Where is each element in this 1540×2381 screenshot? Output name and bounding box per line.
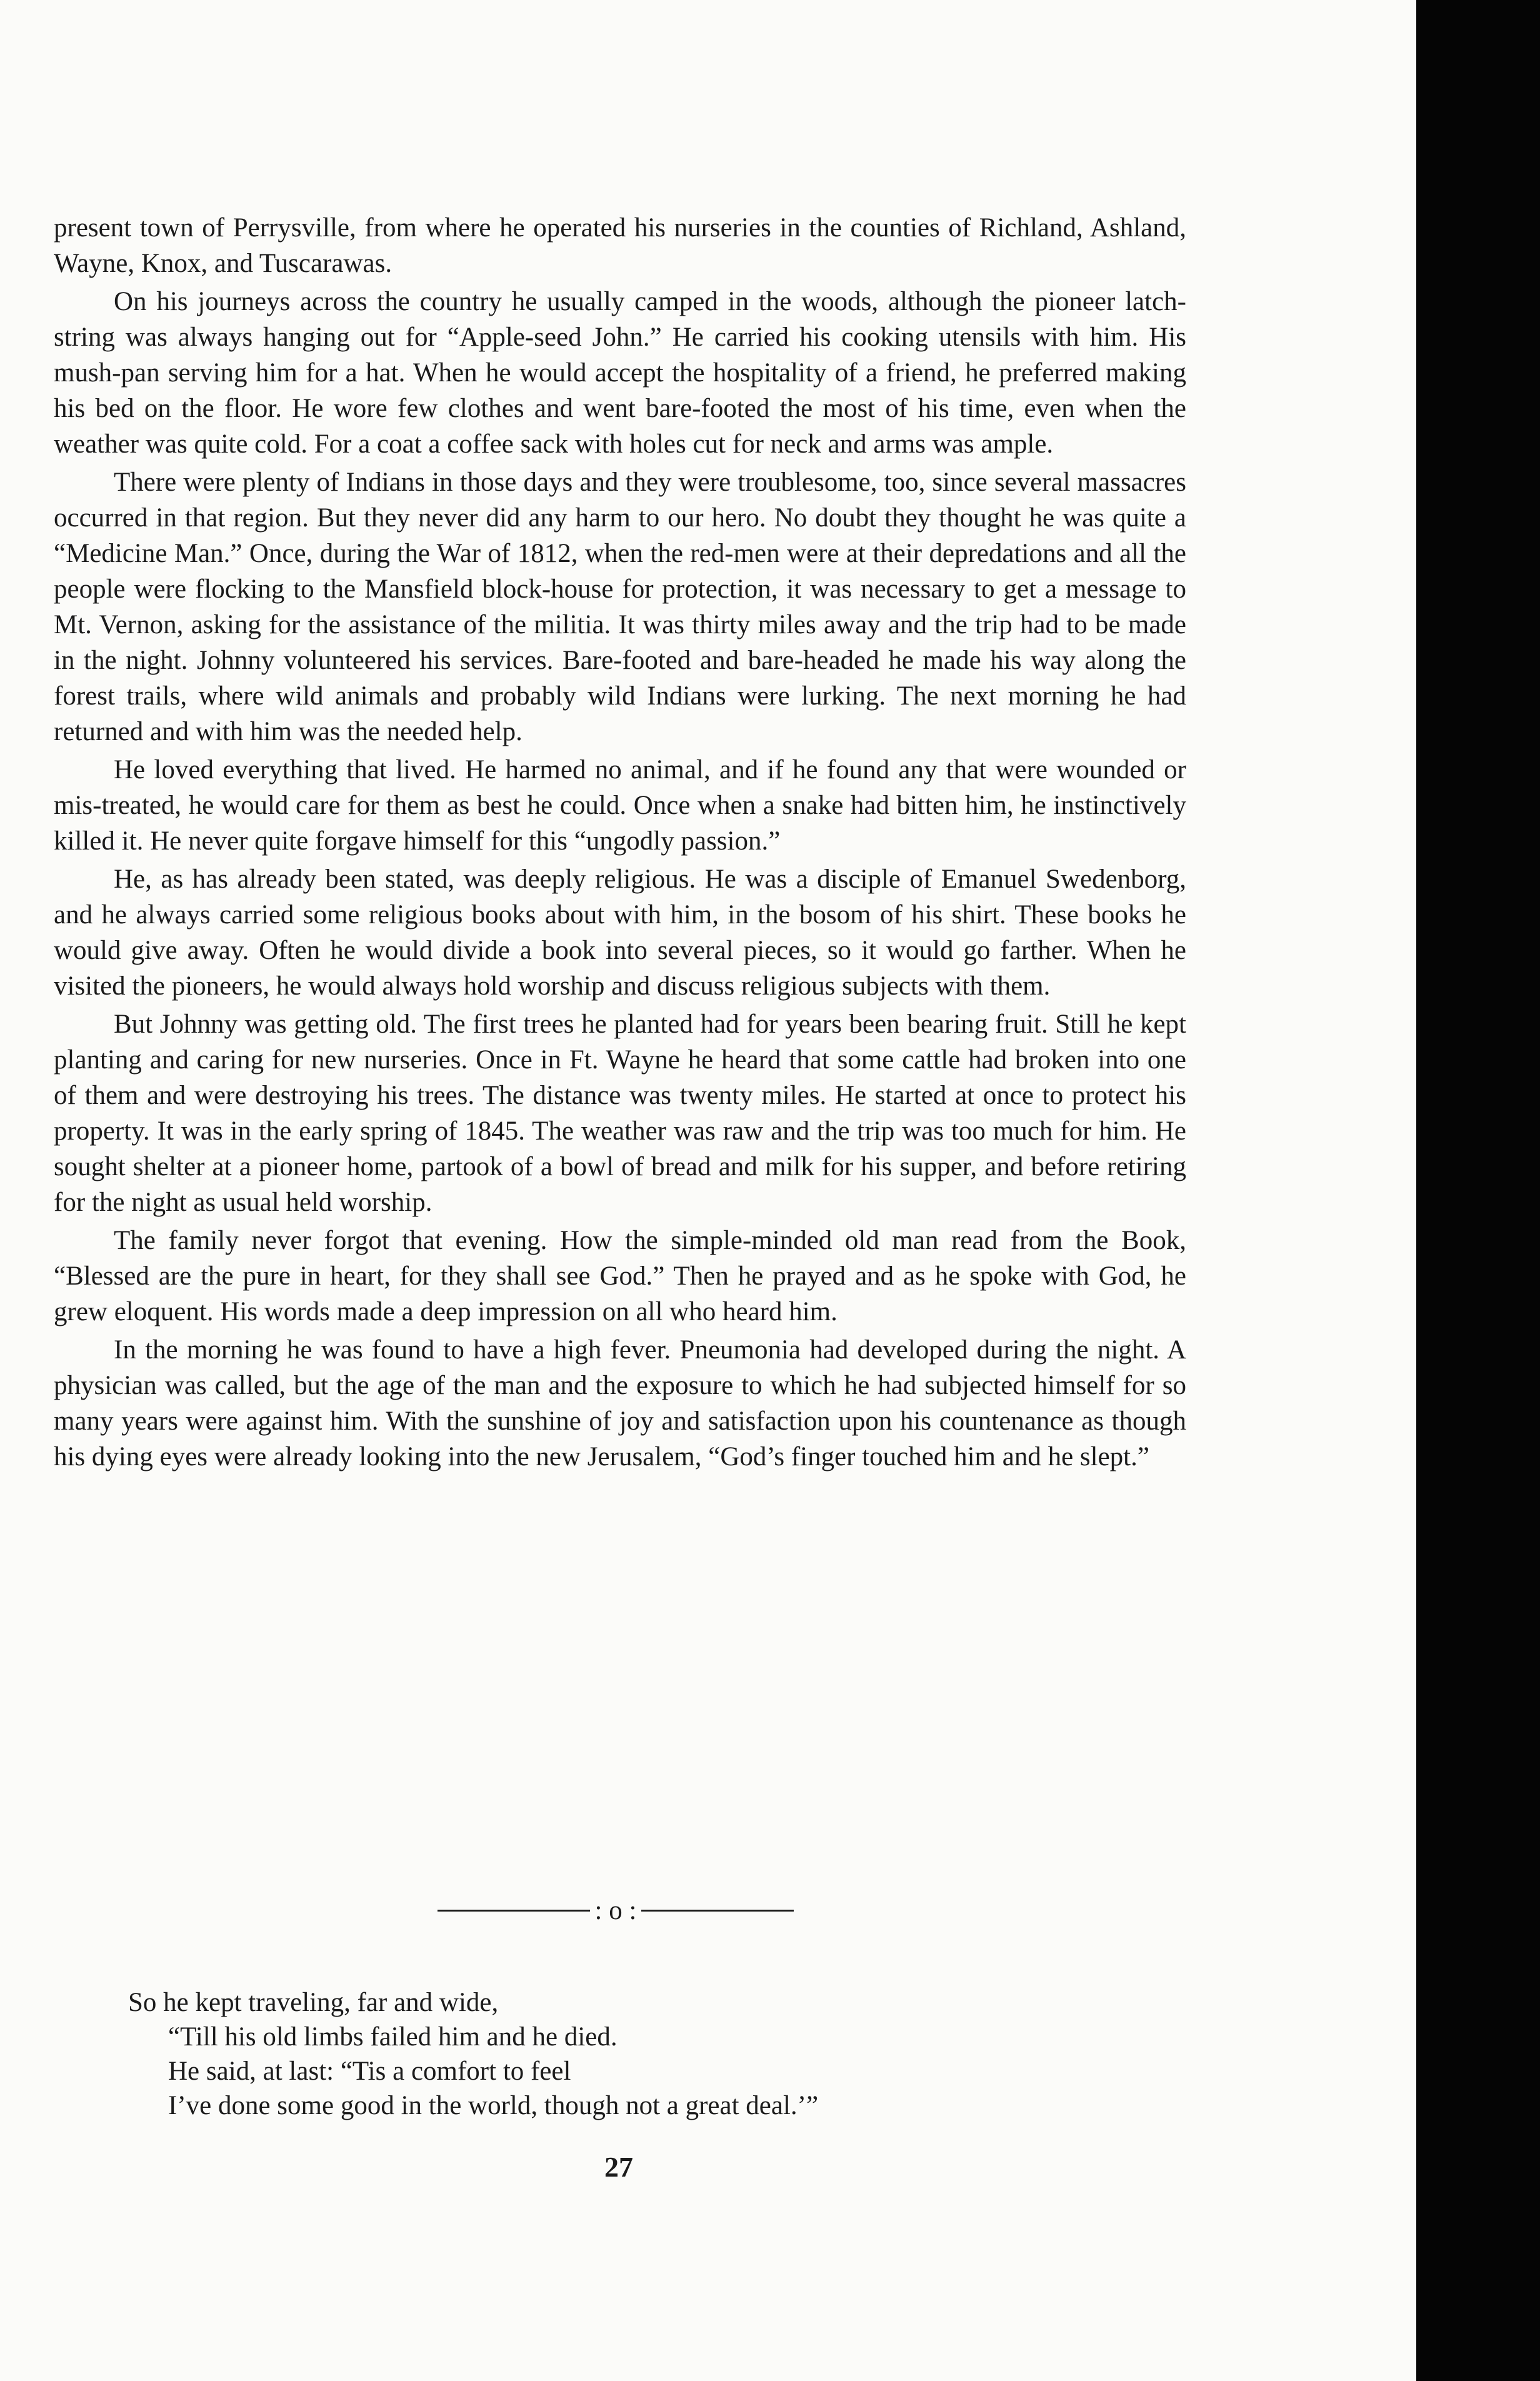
poem-line-2: “Till his old limbs failed him and he died. (168, 2022, 618, 2052)
paragraph-3: There were plenty of Indians in those days and they were troublesome, too, since several massacres occurred in that region. But they never did any harm to our hero. No doubt they thought he was quite a “Medicine Man.” Once, during the War of 1812, when the red-men were at their depredations and all the people were flocking to the Mansfield block-house for protection, it was necessary to get a message to Mt. Vernon, asking for the assistance of the militia. It was thirty miles away and the trip had to be made in the night. Johnny volunteered his services. Bare-footed and bare-headed he made his way along the forest trails, where wild animals and probably wild Indians were lurking. The next morning he had returned and with him was the needed help. (54, 468, 1186, 746)
poem-line-3: He said, at last: “Tis a comfort to feel (168, 2057, 571, 2086)
section-divider (438, 1892, 794, 1929)
paragraph-7: The family never forgot that evening. How the simple-minded old man read from the Book, “Blessed are the pure in heart, for they shall see God.” Then he prayed and as he spoke with God, he grew eloquent. His words made a deep impression on all who heard him. (54, 1226, 1186, 1326)
paragraph-8: In the morning he was found to have a high fever. Pneumonia had developed during the night. A physician was called, but the age of the man and the exposure to which he had subjected himself for so many years were against him. With the sunshine of joy and satisfaction upon his countenance as though his dying eyes were already looking into the new Jerusalem, “God’s finger touched him and he slept.” (54, 1335, 1186, 1471)
poem-stanza (128, 1985, 1191, 2123)
paragraph-4: He loved everything that lived. He harmed no animal, and if he found any that were wounded or mis-treated, he would care for them as best he could. Once when a snake had bitten him, he instinctively killed it. He never quite forgave himself for this “ungodly passion.” (54, 755, 1186, 856)
paragraph-6: But Johnny was getting old. The first trees he planted had for years been bearing fruit. Still he kept planting and caring for new nurseries. Once in Ft. Wayne he heard that some cattle had broken into one of them and were destroying his trees. The distance was twenty miles. He started at once to protect his property. It was in the early spring of 1845. The weather was raw and the trip was too much for him. He sought shelter at a pioneer home, partook of a bowl of bread and milk for his supper, and before retiring for the night as usual held worship. (54, 1010, 1186, 1217)
divider-rule-left (438, 1910, 590, 1912)
paragraph-1: present town of Perrysville, from where he operated his nurseries in the counties of Richland, Ashland, Wayne, Knox, and Tuscarawas. (54, 213, 1186, 278)
paragraph-5: He, as has already been stated, was deeply religious. He was a disciple of Emanuel Swedenborg, and he always carried some religious books about with him, in the bosom of his shirt. These books he would give away. Often he would divide a book into several pieces, so it would go farther. When he visited the pioneers, he would always hold worship and discuss religious subjects with them. (54, 865, 1186, 1001)
body-text (54, 210, 1186, 1477)
divider-glyph: : o : (594, 1895, 637, 1925)
paragraph-2: On his journeys across the country he usually camped in the woods, although the pioneer latch-string was always hanging out for “Apple-seed John.” He carried his cooking utensils with him. His mush-pan serving him for a hat. When he would accept the hospitality of a friend, he preferred making his bed on the floor. He wore few clothes and went bare-footed the most of his time, even when the weather was quite cold. For a coat a coffee sack with holes cut for neck and arms was ample. (54, 287, 1186, 459)
scan-edge-shadow (1416, 0, 1540, 2381)
divider-rule-right (641, 1910, 794, 1912)
poem-line-1: So he kept traveling, far and wide, (128, 1988, 499, 2017)
poem-line-4: I’ve done some good in the world, though not a great deal.’” (168, 2091, 819, 2120)
page-number: 27 (604, 2151, 633, 2183)
